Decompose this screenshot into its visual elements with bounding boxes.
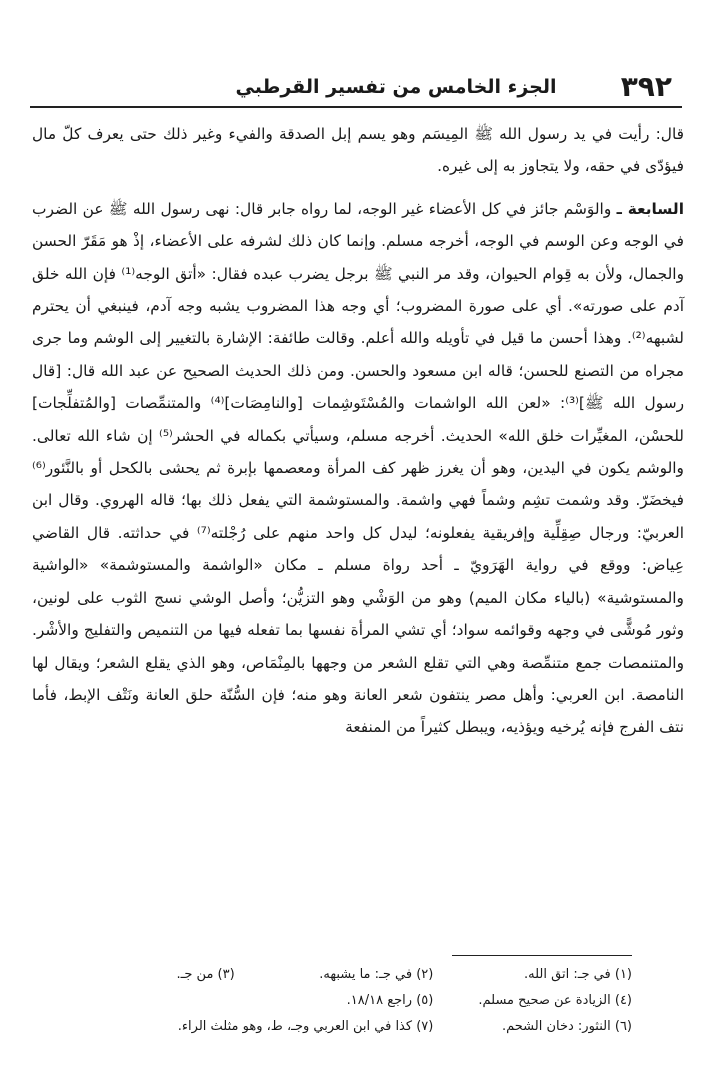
header-rule: [30, 106, 682, 108]
footnote-7: (٧) كذا في ابن العربي وجـ، ط، وهو مثلث الراء.: [177, 1019, 434, 1034]
running-title: الجزء الخامس من تفسير القرطبي: [235, 76, 557, 98]
paragraph-2-text: والوَسْم جائز في كل الأعضاء غير الوجه، لما رواه جابر قال: نهى رسول الله ﷺ عن الضرب في الوجه وعن الوسم في الوجه، أخرجه مسلم. وإنما كان ذلك لشرفه على الأعضاء، إذْ هو مَقَرّ الحسن والجمال، ولأن به قِوام الحيوان، وقد مر النبي ﷺ برجل يضرب عبده فقال: «أتق الوجه⁽¹⁾ فإن الله خلق آدم على صورته». أي على صورة المضروب؛ أي وجه هذا المضروب يشبه وجه آدم، فينبغي أن يحترم لشبهه⁽²⁾. وهذا أحسن ما قيل في تأويله والله أعلم. وقالت طائفة: الإشارة بالتغيير إلى الوشم وما جرى مجراه من التصنع للحسن؛ قاله ابن مسعود والحسن. ومن ذلك الحديث الصحيح عن عبد الله قال: [قال رسول الله ﷺ]⁽³⁾: «لعن الله الواشمات والمُسْتَوشِمات [والنامِصَات]⁽⁴⁾ والمتنمِّصات [والمُتفلِّجات] للحسْن، المغيِّرات خلق الله» الحديث. أخرجه مسلم، وسيأتي بكماله في الحشر⁽⁵⁾ إن شاء الله تعالى. والوشم يكون في اليدين، وهو أن يغرز ظهر كف المرأة ومعصمها بإبرة ثم يحشى بالكحل أو بالنَّئور⁽⁶⁾ فيخضَرّ. وقد وشمت تشِم وشماً فهي واشمة. والمستوشمة التي يفعل ذلك بها؛ قاله الهروي. وقال ابن العربيّ: ورجال صِقِلِّية وإفريقية يفعلونه؛ ليدل كل واحد منهم على رُجْلته⁽⁷⁾ في حداثته. قال القاضي عِياض: ووقع في رواية الهَرَويّ ـ أحد رواة مسلم ـ مكان «الواشمة والمستوشمة» «الواشية والمستوشية» (بالياء مكان الميم) وهو من الوَشْي وهو التزيُّن؛ وأصل الوشي نسج الثوب على لونين، وثور مُوشًّى في وجهه وقوائمه سواد؛ أي تشي المرأة نفسها بما تفعله فيها من التنميص والتفليج والأشْر. والمتنمصات جمع متنمِّصة وهي التي تقلع الشعر من وجهها بالمِنْمَاص، وهو الذي يقلع الشعر؛ ويقال لها النامصة. ابن العربي: وأهل مصر ينتفون شعر العانة وهو منه؛ فإن السُّنّة حلق العانة ونَتْف الإبط، فأما نتف الفرج فإنه يُرخيه ويؤذيه، ويبطل كثيراً من المنفعة: [32, 199, 685, 737]
footnote-row: [30, 962, 632, 988]
footnote-4: (٤) الزيادة عن صحيح مسلم.: [478, 993, 632, 1008]
footnote-1: (١) في جـ: اتق الله.: [524, 967, 632, 982]
footnote-rule: [452, 955, 632, 956]
footnote-row: [30, 988, 632, 1014]
footnotes: [30, 962, 632, 1040]
paragraph-1: قال: رأيت في يد رسول الله ﷺ المِيسَم وهو يسم إبل الصدقة والفيء وغير ذلك حتى يعرف كلّ مال فيؤدّى في حقه، ولا يتجاوز به إلى غيره.: [32, 125, 684, 176]
footnote-row: [30, 1014, 632, 1040]
body-text: [32, 118, 684, 744]
footnote-2: (٢) في جـ: ما يشبهه.: [319, 967, 434, 982]
footnote-3: (٣) من جـ.: [176, 967, 235, 982]
paragraph-2: [32, 193, 684, 744]
footnote-5: (٥) راجع ١٨/١٨.: [346, 993, 434, 1008]
page-header: [30, 66, 682, 106]
section-heading: السابعة ـ: [616, 199, 684, 218]
page-number: ٣٩٢: [620, 70, 672, 103]
footnote-6: (٦) النثور: دخان الشحم.: [501, 1019, 632, 1034]
